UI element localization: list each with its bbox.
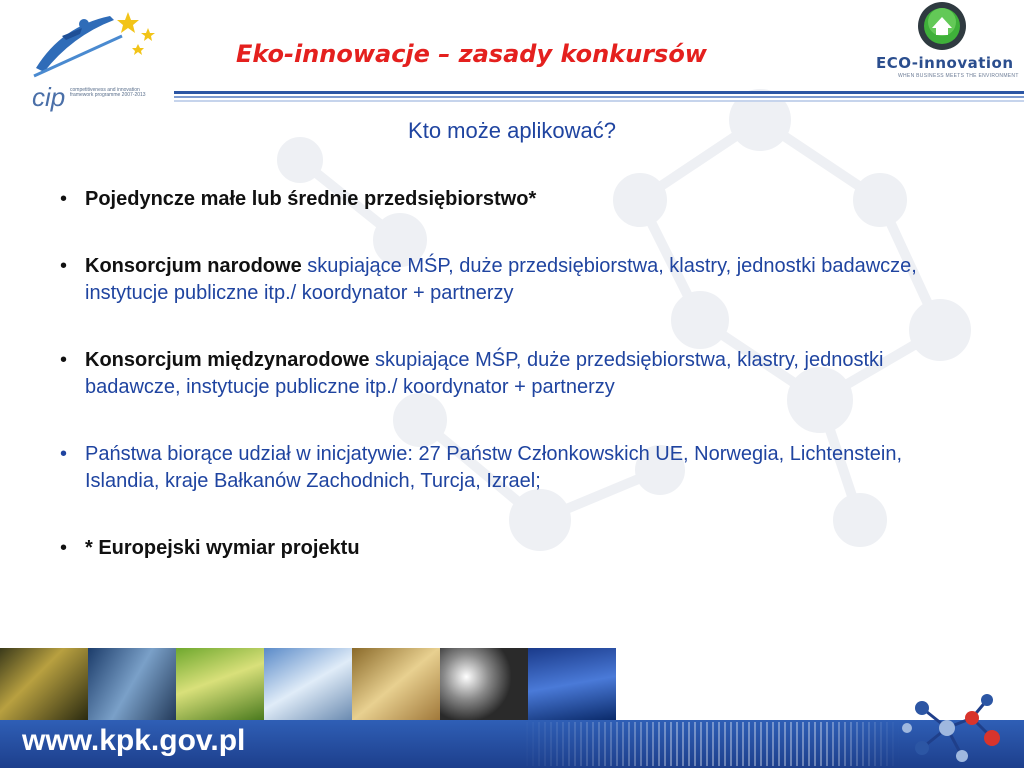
cip-logo-tagline: competitiveness and innovation framework programme 2007-2013	[70, 87, 146, 98]
eligibility-bullet-list	[60, 186, 980, 602]
footer-photo-binary-code	[528, 648, 616, 720]
bullet-rest-text: skupiające MŚP, duże przedsiębiorstwa, klastry, jednostki badawcze, instytucje publiczne itp./ koordynator + partnerzy	[85, 255, 917, 304]
header-divider-bar	[174, 91, 1024, 104]
footer-photo-strip	[0, 648, 616, 720]
bullet-item-sme	[60, 186, 980, 213]
bullet-bold-text: Konsorcjum narodowe	[85, 255, 302, 277]
footer-photo-cans	[440, 648, 528, 720]
footer-photo-business-people	[88, 648, 176, 720]
bullet-bold-text: * Europejski wymiar projektu	[85, 537, 360, 559]
footer-stripe-pattern	[520, 722, 900, 766]
footer-photo-city-lights	[0, 648, 88, 720]
bullet-bold-text: Pojedyncze małe lub średnie przedsiębiorstwo*	[85, 188, 537, 210]
molecule-logo-icon	[892, 688, 1012, 768]
footer-photo-birds	[352, 648, 440, 720]
ski-jumper-stars-icon	[22, 6, 172, 86]
bullet-dot: •	[60, 188, 68, 210]
bullet-item-european-dimension	[60, 535, 980, 562]
cip-logo-word: cip	[32, 82, 66, 112]
eco-logo-word: ECO-innovation	[876, 54, 1014, 72]
bullet-rest-text: Państwa biorące udział w inicjatywie: 27 Państw Członkowskich UE, Norwegia, Lichtenstein, Islandia, kraje Bałkanów Zachodnich, Turcja, Izrael;	[85, 443, 903, 492]
bullet-item-national-consortium	[60, 253, 980, 307]
bullet-dot: •	[60, 255, 68, 277]
bullet-dot: •	[60, 537, 68, 559]
section-subtitle: Kto może aplikować?	[408, 118, 616, 143]
bullet-item-participating-countries	[60, 441, 980, 495]
footer-photo-keyboard	[264, 648, 352, 720]
eco-innovation-logo	[868, 0, 1024, 90]
bullet-dot: •	[60, 349, 68, 371]
footer-url: www.kpk.gov.pl	[22, 724, 246, 757]
bullet-bold-text: Konsorcjum międzynarodowe	[85, 349, 370, 371]
bullet-dot: •	[60, 443, 68, 465]
green-house-button-icon	[868, 0, 1024, 56]
footer-photo-leaves	[176, 648, 264, 720]
eco-logo-tagline: WHEN BUSINESS MEETS THE ENVIRONMENT	[898, 73, 1019, 79]
cip-logo	[22, 6, 172, 112]
bullet-rest-text: skupiające MŚP, duże przedsiębiorstwa, klastry, jednostki badawcze, instytucje publiczne itp./ koordynator + partnerzy	[85, 349, 884, 398]
slide-title: Eko-innowacje – zasady konkursów	[236, 40, 707, 68]
bullet-item-international-consortium	[60, 347, 980, 401]
